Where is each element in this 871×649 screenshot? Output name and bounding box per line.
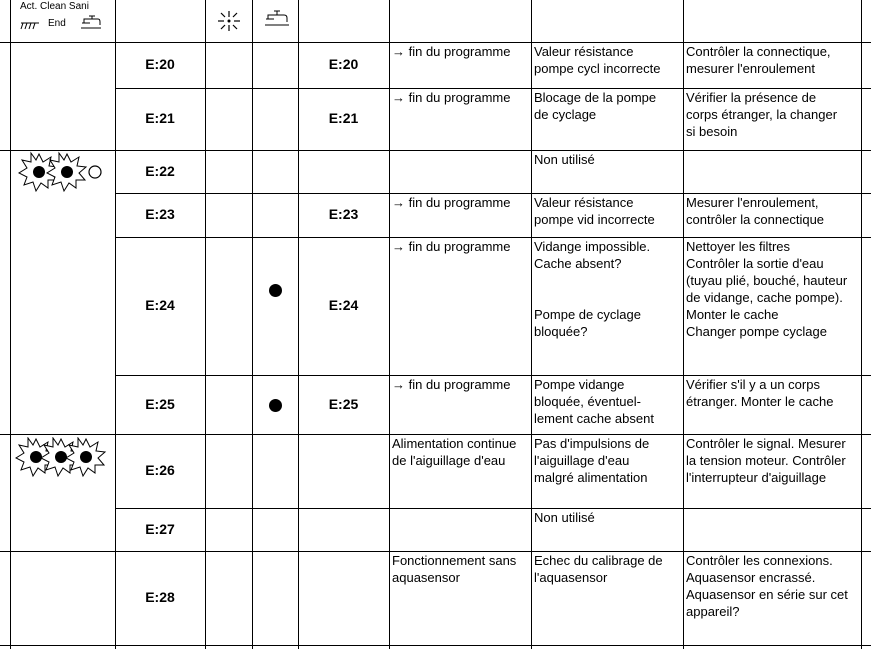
error-code: E:28 [145, 589, 175, 605]
error-code: E:27 [145, 520, 175, 537]
grid-vline [298, 0, 299, 649]
error-code: E:22 [145, 162, 175, 179]
action-text: Alimentation continue de l'aiguillage d'eau [392, 436, 517, 468]
grid-vline [115, 0, 116, 649]
error-code-display: E:23 [328, 206, 359, 222]
grid-vline [205, 0, 206, 649]
led-pattern-blink-blink-blink [15, 437, 107, 477]
remedy-text: Nettoyer les filtres Contrôler la sortie d'eau (tuyau plié, bouché, hauteur de vidange, cache pompe). Monter le cache Changer pompe cyclage [686, 239, 848, 339]
cause-text: Valeur résistance pompe cycl incorrecte [534, 44, 661, 76]
header-line-1: Act. Clean Sani [20, 1, 89, 12]
cause-text: Valeur résistance pompe vid incorrecte [534, 195, 655, 227]
error-code-display: E:25 [328, 395, 359, 412]
remedy-text: Mesurer l'enroulement, contrôler la connectique [686, 195, 825, 227]
grid-vline [683, 0, 684, 649]
action-text: → fin du programme [392, 377, 511, 392]
header-end-label: End [48, 18, 66, 29]
cause-text: Non utilisé [534, 510, 595, 525]
error-code: E:20 [145, 56, 175, 72]
error-code-display: E:21 [328, 110, 359, 126]
remedy-text: Vérifier la présence de corps étranger, la changer si besoin [686, 90, 838, 139]
faucet-indicator-dot [269, 284, 282, 297]
sparkle-icon [216, 9, 242, 33]
grid-vline [252, 0, 253, 649]
cause-text: Pompe vidange bloquée, éventuel- lement cache absent [534, 377, 654, 426]
remedy-text: Contrôler la connectique, mesurer l'enroulement [686, 44, 831, 76]
rinse-aid-icon [20, 18, 40, 30]
cause-text: Pas d'impulsions de l'aiguillage d'eau malgré alimentation [534, 436, 650, 485]
error-code: E:23 [145, 206, 175, 222]
grid-vline [861, 0, 862, 649]
error-code: E:24 [145, 297, 175, 313]
error-code-display: E:24 [328, 297, 359, 313]
faucet-icon [264, 9, 290, 27]
action-text: → fin du programme [392, 195, 511, 210]
grid-vline [531, 0, 532, 649]
action-text: Fonctionnement sans aquasensor [392, 553, 517, 585]
cause-text: Echec du calibrage de l'aquasensor [534, 553, 663, 585]
cause-text: Blocage de la pompe de cyclage [534, 90, 657, 122]
tap-icon [80, 14, 102, 30]
grid-hline [0, 645, 871, 646]
cause-text: Non utilisé [534, 152, 595, 167]
remedy-text: Contrôler le signal. Mesurer la tension moteur. Contrôler l'interrupteur d'aiguillage [686, 436, 846, 485]
action-text: → fin du programme [392, 90, 511, 105]
error-code: E:26 [145, 462, 175, 478]
faucet-indicator-dot [269, 399, 282, 412]
grid-vline [10, 0, 11, 649]
remedy-text: Vérifier s'il y a un corps étranger. Monter le cache [686, 377, 834, 409]
action-text: → fin du programme [392, 44, 511, 59]
grid-vline [389, 0, 390, 649]
led-pattern-blink-blink-off [17, 151, 107, 193]
error-code-display: E:20 [328, 56, 359, 72]
grid-hline [0, 150, 871, 151]
action-text: → fin du programme [392, 239, 511, 254]
remedy-text: Contrôler les connexions. Aquasensor encrassé. Aquasensor en série sur cet appareil? [686, 553, 848, 619]
error-code: E:25 [145, 395, 175, 412]
error-code: E:21 [145, 110, 175, 126]
cause-text: Vidange impossible. Cache absent? Pompe de cyclage bloquée? [534, 239, 651, 339]
grid-hline [115, 508, 871, 509]
